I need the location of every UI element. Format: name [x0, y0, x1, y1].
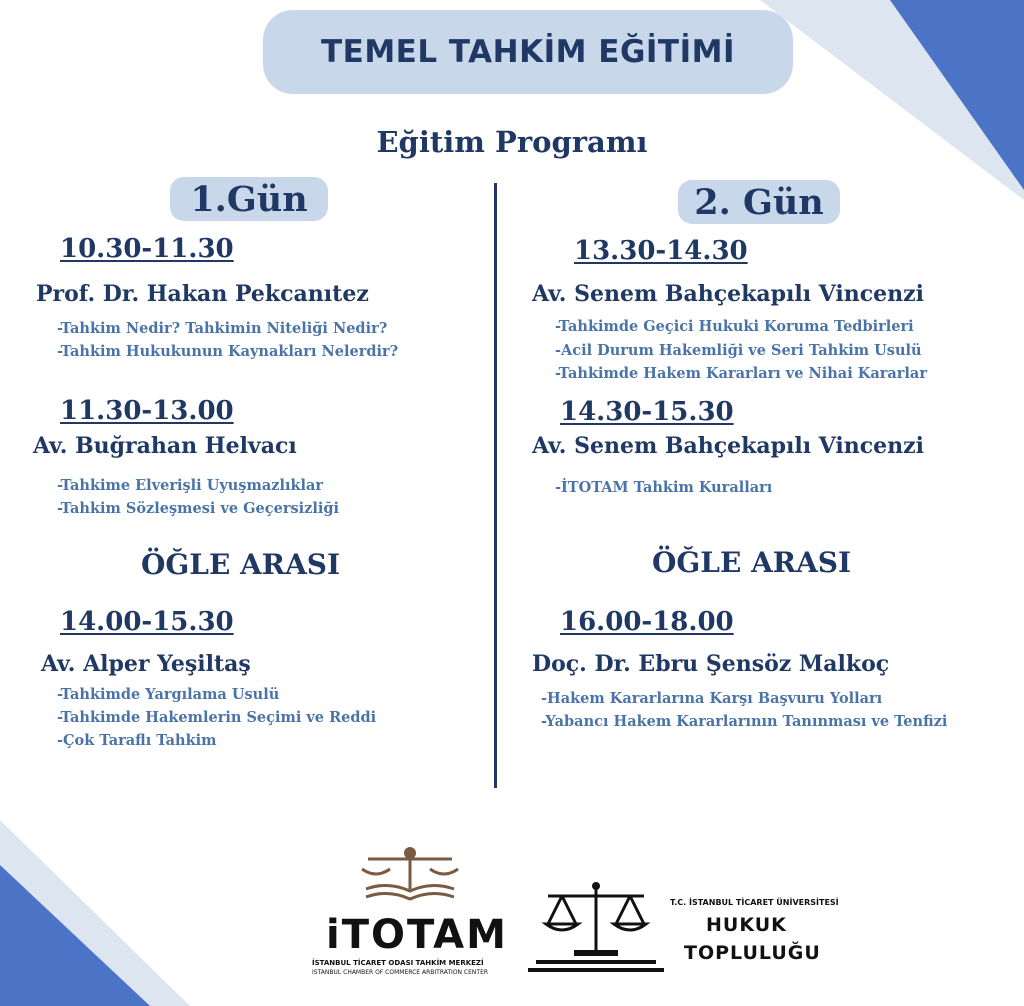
hukuk-logo-university: T.C. İSTANBUL TİCARET ÜNİVERSİTESİ [670, 898, 839, 907]
day2-session2-speaker: Av. Senem Bahçekapılı Vincenzi [532, 433, 925, 459]
day1-badge: 1.Gün [170, 177, 328, 221]
day1-session3-time: 14.00-15.30 [60, 607, 234, 637]
day1-session1-speaker: Prof. Dr. Hakan Pekcanıtez [36, 281, 369, 307]
day2-session1-topic: -Acil Durum Hakemliği ve Seri Tahkim Usulü [555, 342, 922, 359]
title-banner [263, 10, 793, 94]
itotam-logo-name: iTOTAM [326, 912, 508, 958]
day1-session3-topic: -Çok Taraflı Tahkim [57, 732, 217, 749]
day2-badge: 2. Gün [678, 180, 840, 224]
day2-session1-topic: -Tahkimde Hakem Kararları ve Nihai Kararlar [555, 365, 927, 382]
day1-session2-time: 11.30-13.00 [60, 396, 234, 426]
column-divider [494, 183, 497, 788]
scales-of-justice-icon [526, 880, 666, 974]
day2-session2-time: 14.30-15.30 [560, 397, 734, 427]
day1-session2-topic: -Tahkim Sözleşmesi ve Geçersizliği [57, 500, 340, 517]
day1-session2-speaker: Av. Buğrahan Helvacı [33, 433, 297, 459]
day2-session1-time: 13.30-14.30 [574, 236, 748, 266]
day2-session3-topic: -Yabancı Hakem Kararlarının Tanınması ve Tenfizi [541, 713, 948, 730]
day1-session3-topic: -Tahkimde Hakemlerin Seçimi ve Reddi [57, 709, 377, 726]
day1-session1-topic: -Tahkim Hukukunun Kaynakları Nelerdir? [57, 343, 399, 360]
itotam-emblem-icon [360, 845, 460, 907]
day2-lunch-break: ÖĞLE ARASI [652, 546, 852, 579]
day1-lunch-break: ÖĞLE ARASI [141, 548, 341, 581]
day2-session1-speaker: Av. Senem Bahçekapılı Vincenzi [532, 281, 925, 307]
day1-session3-speaker: Av. Alper Yeşiltaş [41, 651, 251, 677]
day1-session1-time: 10.30-11.30 [60, 234, 234, 264]
day2-session2-topic: -İTOTAM Tahkim Kuralları [555, 479, 773, 496]
day1-session2-topic: -Tahkime Elverişli Uyuşmazlıklar [57, 477, 324, 494]
program-subtitle: Eğitim Programı [376, 125, 648, 159]
hukuk-logo-line1: HUKUK [706, 914, 787, 936]
day2-session1-topic: -Tahkimde Geçici Hukuki Koruma Tedbirleri [555, 318, 914, 335]
itotam-logo-line2: ISTANBUL CHAMBER OF COMMERCE ARBITRATION CENTER [312, 969, 489, 976]
day2-session3-speaker: Doç. Dr. Ebru Şensöz Malkoç [532, 651, 890, 677]
day1-session1-topic: -Tahkim Nedir? Tahkimin Niteliği Nedir? [57, 320, 388, 337]
day1-session3-topic: -Tahkimde Yargılama Usulü [57, 686, 280, 703]
itotam-logo-line1: İSTANBUL TİCARET ODASI TAHKİM MERKEZİ [312, 959, 484, 967]
hukuk-logo-line2: TOPLULUĞU [684, 942, 821, 964]
day2-session3-topic: -Hakem Kararlarına Karşı Başvuru Yolları [541, 690, 883, 707]
page-title: TEMEL TAHKİM EĞİTİMİ [321, 34, 735, 70]
day2-session3-time: 16.00-18.00 [560, 607, 734, 637]
